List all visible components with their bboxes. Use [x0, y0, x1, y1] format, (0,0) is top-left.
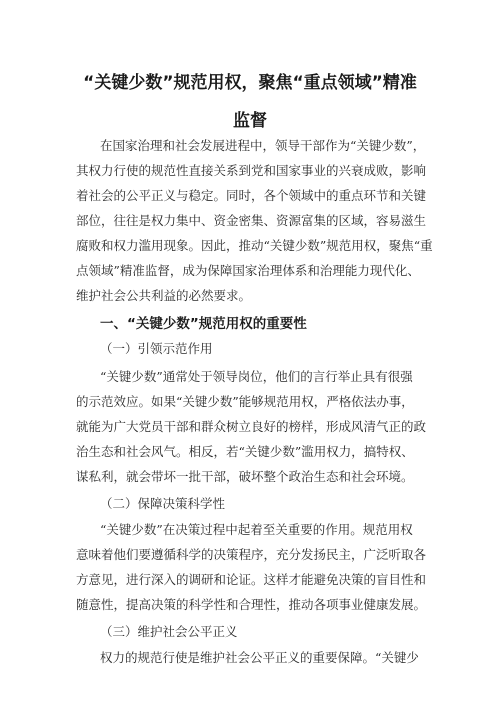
- subsection-heading: （一）引领示范作用: [100, 341, 213, 356]
- intro-line: 维护社会公共利益的必然要求。: [76, 288, 252, 303]
- intro-line: 在国家治理和社会发展进程中，领导干部作为“关键少数”，: [100, 138, 426, 153]
- intro-line: 腐败和权力滥用现象。因此，推动“关键少数”规范用权，聚焦“重: [76, 238, 433, 253]
- paragraph-line: 治生态和社会风气。相反，若“关键少数”滥用权力，搞特权、: [76, 444, 414, 459]
- paragraph-line: 就能为广大党员干部和群众树立良好的榜样，形成风清气正的政: [76, 419, 427, 434]
- intro-line: 其权力行使的规范性直接关系到党和国家事业的兴衰成败，影响: [76, 163, 427, 178]
- paragraph-line: 权力的规范行使是维护社会公平正义的重要保障。“关键少: [100, 650, 419, 665]
- subsection-heading: （三）维护社会公平正义: [100, 624, 238, 639]
- document-title-line-1: “关键少数”规范用权，聚焦“重点领域”精准: [83, 73, 417, 93]
- intro-line: 部位，往往是权力集中、资金密集、资源富集的区域，容易滋生: [76, 213, 427, 228]
- document-title-line-2: 监督: [233, 111, 267, 131]
- section-heading: 一、“关键少数”规范用权的重要性: [100, 316, 307, 332]
- paragraph-line: 的示范效应。如果“关键少数”能够规范用权，严格依法办事，: [76, 394, 414, 409]
- paragraph-line: 意味着他们要遵循科学的决策程序，充分发扬民主，广泛听取各: [76, 547, 427, 562]
- paragraph-line: 随意性，提高决策的科学性和合理性，推动各项事业健康发展。: [76, 597, 427, 612]
- paragraph-line: “关键少数”在决策过程中起着至关重要的作用。规范用权: [100, 522, 413, 537]
- paragraph-line: 谋私利，就会带坏一批干部，破坏整个政治生态和社会环境。: [76, 469, 414, 484]
- paragraph-line: “关键少数”通常处于领导岗位，他们的言行举止具有很强: [100, 369, 413, 384]
- intro-line: 点领域”精准监督，成为保障国家治理体系和治理能力现代化、: [76, 263, 420, 278]
- subsection-heading: （二）保障决策科学性: [100, 496, 226, 511]
- intro-line: 着社会的公平正义与稳定。同时，各个领域中的重点环节和关键: [76, 188, 427, 203]
- paragraph-line: 方意见，进行深入的调研和论证。这样才能避免决策的盲目性和: [76, 572, 427, 587]
